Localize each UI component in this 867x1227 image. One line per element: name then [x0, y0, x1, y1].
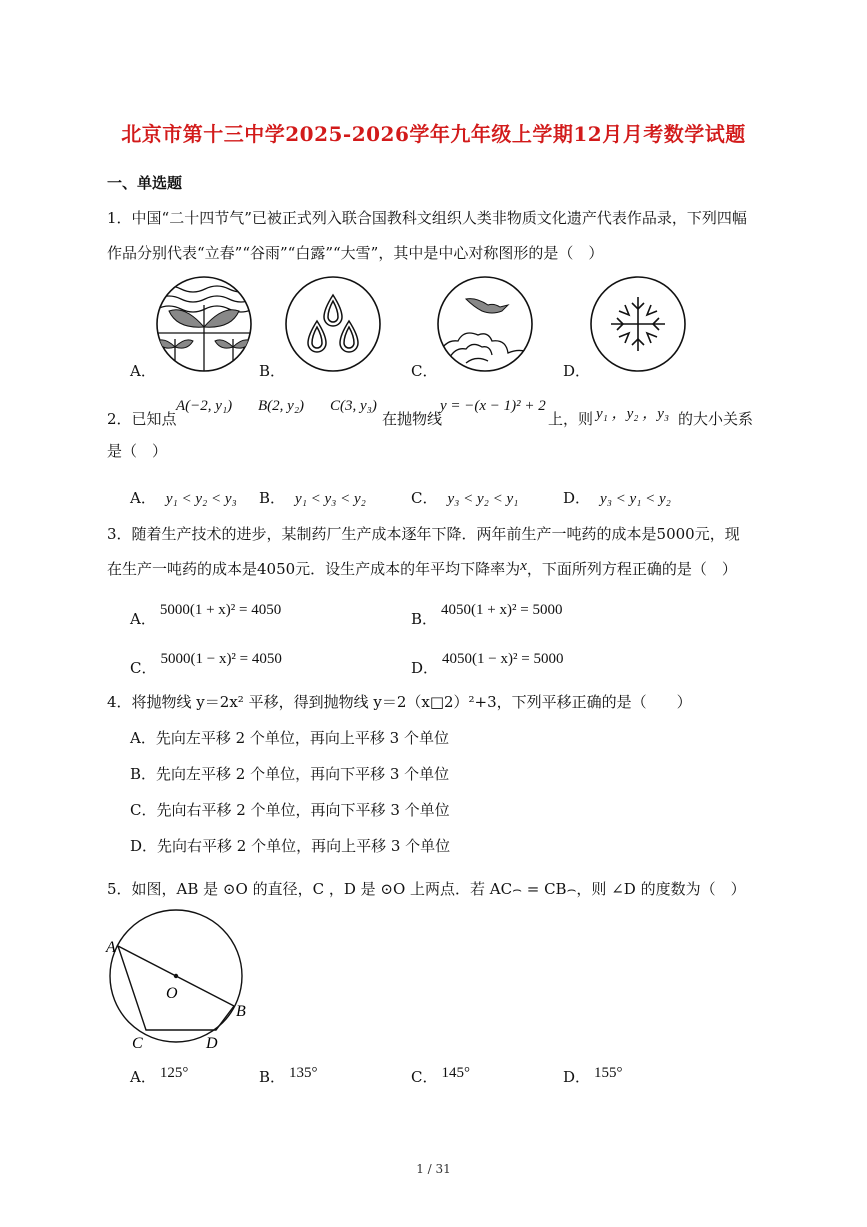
q4-option-b[interactable]: B．先向左平移 2 个单位，再向下平移 3 个单位	[130, 765, 450, 783]
section-heading: 一、单选题	[107, 174, 183, 192]
q2-suffix: 上，则	[548, 410, 594, 428]
q3-text-line1: 3．随着生产技术的进步，某制药厂生产成本逐年下降．两年前生产一吨药的成本是5000元，现	[107, 525, 740, 543]
q2-point-a: A(−2, y₁)	[176, 398, 233, 414]
q5-option-b[interactable]: B． 135°	[259, 1065, 318, 1086]
q2-vars: y₁ ，y₂ ，y₃	[596, 406, 670, 422]
q1-option-c[interactable]: C．	[411, 362, 438, 380]
label-c: C	[132, 1035, 143, 1052]
q5-option-a[interactable]: A． 125°	[130, 1065, 189, 1086]
q2-point-c: C(3, y₃)	[330, 398, 377, 414]
label-o: O	[166, 985, 178, 1002]
q4-option-d[interactable]: D．先向右平移 2 个单位，再向上平移 3 个单位	[130, 837, 451, 855]
label-b: B	[236, 1003, 246, 1020]
q4-text-line1: 4．将抛物线 y＝2x² 平移，得到抛物线 y＝2（x□2）²+3，下列平移正确的是（ ）	[107, 693, 692, 711]
label-a: A	[106, 939, 116, 956]
q2-text-line2: 是（ ）	[107, 442, 168, 460]
q3-option-d[interactable]: D． 4050(1 − x)² = 5000	[411, 651, 564, 677]
q2-parabola: y = −(x − 1)² + 2	[440, 398, 546, 414]
q1-option-a[interactable]: A．	[130, 362, 156, 380]
q1-text-line1: 1．中国“二十四节气”已被正式列入联合国教科文组织人类非物质文化遗产代表作品录，下列四幅	[107, 209, 747, 227]
q3-option-a[interactable]: A． 5000(1 + x)² = 4050	[130, 602, 282, 628]
guyu-raindrops-icon	[284, 275, 382, 373]
page-number: 1 / 31	[416, 1162, 451, 1176]
q2-option-a[interactable]: A． y₁ < y₂ < y₃	[130, 489, 237, 507]
page-title: 北京市第十三中学2025-2026学年九年级上学期12月月考数学试题	[121, 122, 746, 146]
q2-mid-text: 在抛物线	[382, 410, 443, 428]
q5-option-d[interactable]: D． 155°	[563, 1065, 623, 1086]
q2-prefix: 2．已知点	[107, 410, 177, 428]
q2-tail: 的大小关系	[678, 410, 754, 428]
q5-text-line1: 5．如图，AB 是 ⊙O 的直径，C ，D 是 ⊙O 上两点．若 AC⌢ = CB⌢，则 ∠D 的度数为（ ）	[107, 880, 746, 898]
q2-option-c[interactable]: C． y₃ < y₂ < y₁	[411, 489, 519, 507]
q1-text-line2: 作品分别代表“立春”“谷雨”“白露”“大雪”，其中是中心对称图形的是（ ）	[107, 244, 604, 262]
daxue-snowflake-icon	[589, 275, 687, 373]
label-d: D	[206, 1035, 218, 1052]
q2-option-d[interactable]: D． y₃ < y₁ < y₂	[563, 489, 671, 507]
q3-option-b[interactable]: B． 4050(1 + x)² = 5000	[411, 602, 563, 628]
q4-option-c[interactable]: C．先向右平移 2 个单位，再向下平移 3 个单位	[130, 801, 450, 819]
q4-option-a[interactable]: A．先向左平移 2 个单位，再向上平移 3 个单位	[130, 729, 449, 747]
lichun-sprout-icon	[155, 275, 253, 373]
q2-point-b: B(2, y₂)	[258, 398, 305, 414]
circle-geometry-figure	[104, 932, 264, 1057]
q1-option-d[interactable]: D．	[563, 362, 591, 380]
q1-option-b[interactable]: B．	[259, 362, 286, 380]
q2-option-b[interactable]: B． y₁ < y₃ < y₂	[259, 489, 366, 507]
q3-option-c[interactable]: C． 5000(1 − x)² = 4050	[130, 651, 282, 677]
q5-option-c[interactable]: C． 145°	[411, 1065, 470, 1086]
q3-text-line2: 在生产一吨药的成本是4050元．设生产成本的年平均下降率为x，下面所列方程正确的是（ ）	[107, 558, 737, 578]
bailu-bird-icon	[436, 275, 534, 373]
